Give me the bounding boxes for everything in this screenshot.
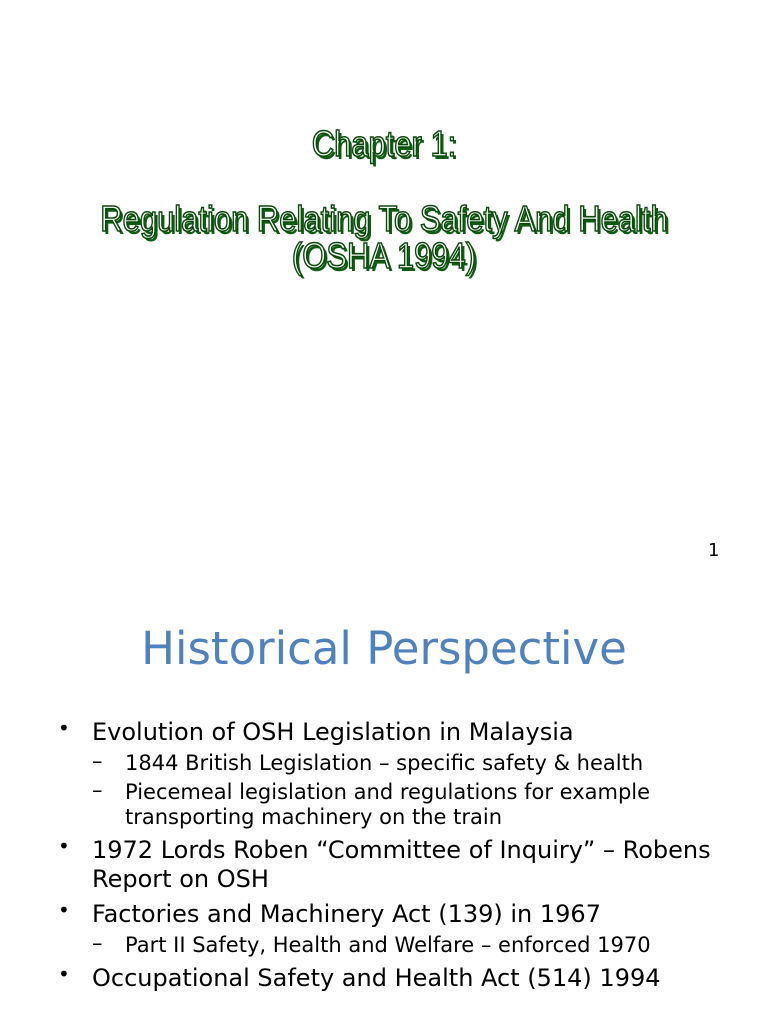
- list-item: [0, 718, 768, 747]
- list-item: [0, 964, 768, 993]
- list-item-text: Factories and Machinery Act (139) in 1967: [92, 900, 601, 928]
- regulation-title: [54, 200, 714, 274]
- list-item: [0, 933, 768, 958]
- regulation-title-line-2: (OSHA 1994): [291, 235, 477, 276]
- slide-heading: Historical Perspective: [141, 622, 627, 675]
- list-item: [0, 751, 768, 776]
- content-slide: [0, 576, 768, 1024]
- page-number: 1: [708, 540, 720, 561]
- list-item-text: Part II Safety, Health and Welfare – enforced 1970: [125, 933, 651, 957]
- list-item-text: 1972 Lords Roben “Committee of Inquiry” – Robens Report on OSH: [92, 836, 711, 893]
- bullet-list: [0, 712, 768, 993]
- dash-marker: –: [92, 749, 103, 773]
- list-item-text: Evolution of OSH Legislation in Malaysia: [92, 718, 574, 746]
- list-item-text: 1844 British Legislation – specific safety & health: [125, 751, 644, 775]
- list-item-text: Occupational Safety and Health Act (514) 1994: [92, 964, 661, 992]
- bullet-marker: •: [58, 716, 70, 740]
- list-item: [0, 836, 768, 894]
- bullet-marker: •: [58, 962, 70, 986]
- chapter-title: Chapter 1:: [311, 123, 457, 164]
- bullet-marker: •: [58, 898, 70, 922]
- list-item: [0, 900, 768, 929]
- regulation-title-line-1: Regulation Relating To Safety And Health: [100, 198, 668, 239]
- list-item-text: Piecemeal legislation and regulations for example transporting machinery on the train: [125, 780, 651, 829]
- bullet-marker: •: [58, 834, 70, 858]
- list-item: [0, 780, 768, 830]
- dash-marker: –: [92, 778, 103, 802]
- dash-marker: –: [92, 931, 103, 955]
